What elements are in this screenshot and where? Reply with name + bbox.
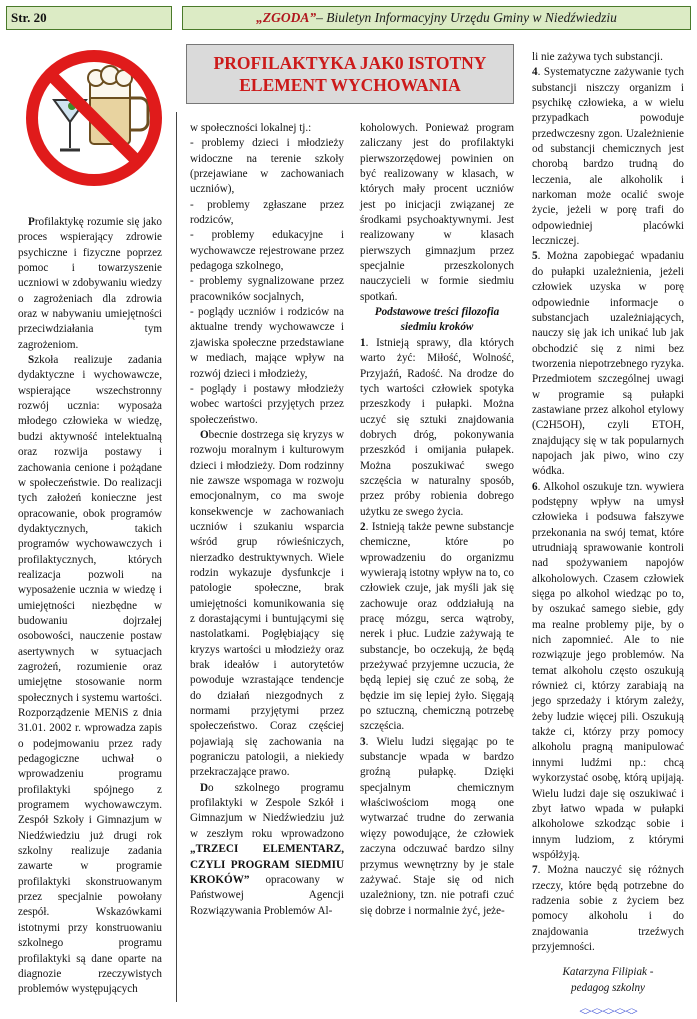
list-item: - problemy sygnalizowane przez pracowników socjalnych, [190,275,344,303]
step-item: 7. Można nauczyć się różnych rzeczy, które będą potrzebne do radzenia sobie z życiem bez pomocy alkoholu i do znajdowania trzeźwych przyjemności. [532,864,684,953]
step-item: 2. Istnieją także pewne substancje chemiczne, które po wprowadzeniu do organizmu wywierają istotny wpływ na to, co człowiek czuje, jak myśli jak się zachowuje oraz oddziałują na pracę mózgu, serca wątroby, nerek i płuc. Ludzie zażywają te substancje, bo oczekują, że będą przeżywać przyjemne uczucia, że będą lepiej się czuć ze sobą, że będzie im się lepiej żyło. Sięgają po sztuczną, chemiczną potrzebę szczęścia. [360,520,514,733]
bulletin-name: „ZGODA” [256,10,317,25]
list-item: - problemy edukacyjne i wychowawcze rejestrowane przez pedagoga szkolnego, [190,229,344,273]
bulletin-subtitle: – Biuletyn Informacyjny Urzędu Gminy w Niedźwiedziu [316,10,617,25]
paragraph: Do szkolnego programu profilaktyki w Zespole Szkół i Gimnazjum w Niedźwiedziu już w zeszłym roku wprowadzono „TRZECI ELEMENTARZ, CZYLI PROGRAM SIEDMIU KROKÓW” opracowany w Państwowej Agencji Rozwiązywania Problemów Al- [190,781,344,917]
paragraph: Obecnie dostrzega się kryzys w rozwoju moralnym i kulturowym dzieci i młodzieży. Dom rodzinny nie zawsze wspomaga w rozwoju emocjonalnym, co ma swoje konsekwencje w zachowaniach uczniów i szukaniu wsparcia wśród grup rówieśniczych, nierzadko destruktywnych. Wiele rodzin wykazuje dysfunkcje i patologie społeczne, brak umiejętności komunikowania się z dorastającymi i buntującymi się nastolatkami. Pogłębiający się kryzys wartości u młodzieży oraz brak ideałów i autorytetów powoduje wzrastające tendencje do działań niezgodnych z normami przyjętymi przez społeczeństwo. Coraz częściej pojawiają się zachowania na pograniczu patologii, a niekiedy przekraczające prawo. [190,428,344,779]
author-name: Katarzyna Filipiak - [562,966,654,979]
page-number-box [6,6,172,30]
column-4 [532,50,684,1019]
paragraph: Profilaktykę rozumie się jako proces wspierający zdrowie psychiczne i fizyczne poprzez pomoc i towarzyszenie uczniowi w zdobywaniu wiedzy o zagrożeniach dla zdrowia oraz w nabywaniu umiejętności przeciwdziałania tym zagrożeniom. [18,216,162,351]
ornament-divider: <><><><><> [579,1003,637,1018]
column-2 [190,121,344,919]
step-item: 1. Istnieją sprawy, dla których warto żyć: Miłość, Wolność, Przyjaźń, Radość. Na drodze do tych wartości człowiek spotyka przeszkody i pułapki. Można uczyć się sztuki znajdowania dobrych dróg, pokonywania przeszkód i omijania pułapek. Można poszukiwać swego szczęścia w naturalny sposób, przez próby robienia dobrego użytku ze swego życia. [360,336,514,518]
author-role: pedagog szkolny [571,981,645,994]
program-name: „TRZECI ELEMENTARZ, CZYLI PROGRAM SIEDMIU KROKÓW” [190,843,344,886]
article-title-line2: ELEMENT WYCHOWANIA [239,75,461,95]
section-heading: Podstawowe treści filozofia siedmiu kroków [374,306,500,334]
no-alcohol-icon [24,48,164,188]
author-signature [532,965,684,996]
step-item: 3. Wielu ludzi sięgając po te substancje wpada w bardzo groźną pułapkę. Dzięki specjalnym chemicznym właściwościom mogą one wytwarzać trudne do zerwania więzy powodujące, że człowiek zaczyna odczuwać bardzo silny przymus wewnętrzny by je stale zażywać. Staje się od nich uzależniony, tzn. nie potrafi czuć się dobrze i normalnie żyć, jeże- [360,735,514,917]
page-number: Str. 20 [11,10,47,25]
column-3 [360,121,514,919]
column-1 [18,215,162,998]
list-item: - poglądy i postawy młodzieży wobec wartości przyjętych przez społeczeństwo. [190,382,344,426]
paragraph: Szkoła realizuje zadania dydaktyczne i wychowawcze, wspierające wszechstronny rozwój ucznia: wyposaża młodego człowieka w wiedzę, budzi aktywność intelektualną oraz rozwija postawy i zachowania cenione i pożądane w społeczeństwie. Do realizacji tych założeń konieczne jest opracowanie, obok programów dydaktycznych, takich programów wychowawczych i profilaktycznych, których realizacja pozwoli na wyposażenie ucznia w wiedzę i umiejętności niezbędne w budowaniu dojrzałej osobowości, nauczenie postaw asertywnych w sytuacjach zagrożeń, rozumienie oraz umiejętne stosowanie norm społecznych i systemu wartości. Rozporządzenie MENiS z dnia 31.01. 2002 r. wprowadza zapis o podejmowaniu przez rady pedagogiczne uchwał o wprowadzeniu programu profilaktyki spójnego z programem wychowawczym. Zespół Szkoły i Gimnazjum w Niedźwiedziu już drugi rok szkolny realizuje zadania zawarte w programie profilaktyki skonstruowanym przez specjalnie powołany zespół. Wskazówkami istotnymi przy konstruowaniu szkolnego programu profilaktyki są dane oparte na diagnozie rzeczywistych problemów występujących [18,354,162,996]
step-item: 4. Systematyczne zażywanie tych substancji niszczy organizm i psychikę człowieka, a w wielu przypadkach powoduje przedwczesny zgon. Uzależnienie od substancji chemicznych jest chorobą bardzo trudną do leczenia, ale alkoholik i narkoman może ocalić swoje życie, jeżeli w porę trafi do odpowiedniej placówki leczniczej. [532,66,684,248]
list-item: - problemy dzieci i młodzieży widoczne na terenie szkoły (przejawiane w zachowaniach uczniów), [190,137,344,196]
paragraph: w społeczności lokalnej tj.: [190,122,312,134]
article-title [186,44,514,104]
paragraph: li nie zażywa tych substancji. [532,51,663,63]
step-item: 5. Można zapobiegać wpadaniu do pułapki uzależnienia, jeżeli człowiek uzyska w porę odpowiednie informacje o substancjach uzależniających, nauczy się jak ich unikać lub jak obchodzić się z nimi bez tworzenia niepotrzebnego ryzyka. Przedmiotem szczególnej uwagi w programie są pułapki zastawiane przez alkohol etylowy (C2H5OH), czyli ETOH, znajdujący się w tak popularnych napojach jak piwo, wino czy wódka. [532,250,684,478]
column-divider [176,112,177,1002]
list-item: - problemy zgłaszane przez rodziców, [190,198,344,227]
bulletin-header [182,6,691,30]
article-title-line1: PROFILAKTYKA JAK0 ISTOTNY [213,53,487,73]
paragraph: koholowych. Ponieważ program zaliczany jest do profilaktyki pierwszorzędowej powinien on być realizowany w klasach, w których mały procent uczniów jest po inicjacji związanej ze środkami psychoaktywnymi. Jest realizowany w klasach pierwszych gimnazjum przez specjalnie przeszkolonych nauczycieli w formie siedmiu spotkań. [360,122,514,303]
step-item: 6. Alkohol oszukuje tzn. wywiera podstępny wpływ na umysł człowieka i podsuwa fałszywe przekonania na swój temat, które utrudniają sprawowanie kontroli nad spożywaniem napojów alkoholowych. Czasem człowiek sięga po alkohol wiedząc po to, by oszukać samego siebie, gdy ma realne problemy pije, by o nich zapomnieć. Ale to nie rozwiązuje jego problemów. Na temat alkoholu często oszukują również ci, którzy zarabiają na jego sprzedaży i którym zależy, żeby ludzie więcej pili. Oszukują także ci, którzy przy pomocy alkoholu pragną manipulować innymi ludźmi np.: chcą wykorzystać osobę, którą upijają. Wielu ludzi daje się oszukiwać i zbyt łatwo wpada w pułapki alkoholowe szkodząc sobie i innym ludziom, z którymi współżyją. [532,480,684,861]
list-item: - poglądy uczniów i rodziców na aktualne trendy wychowawcze i zjawiska społeczne przedstawiane w mediach, mające wpływ na rozwój dzieci i młodzieży, [190,306,344,380]
